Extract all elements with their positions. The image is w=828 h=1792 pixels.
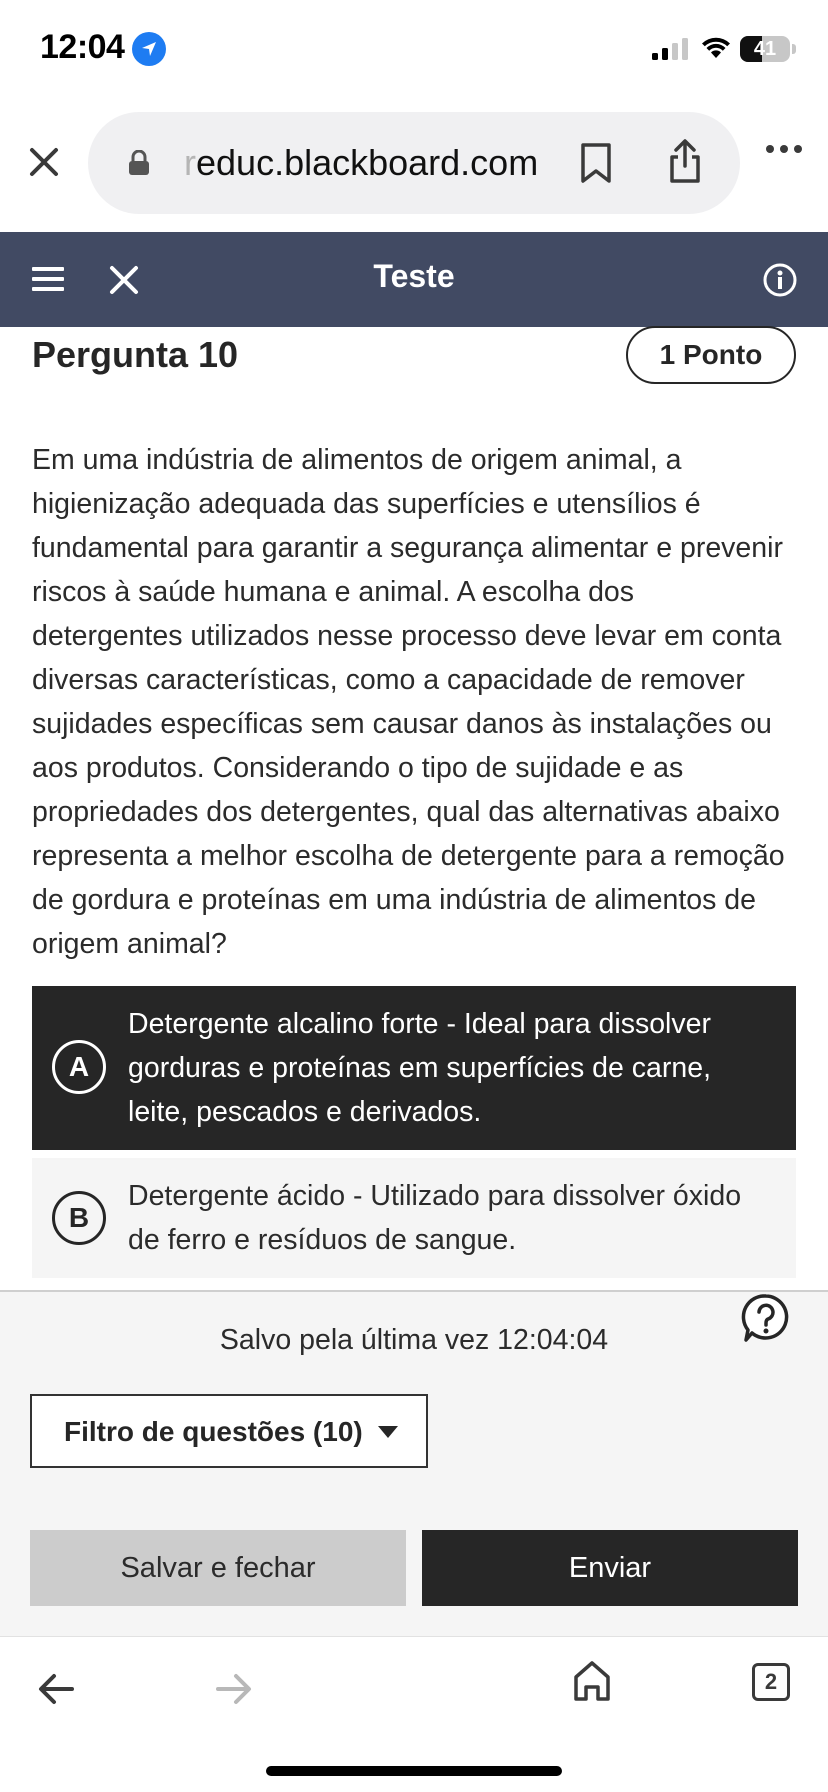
signal-icon	[652, 38, 690, 65]
option-text: Detergente ácido - Utilizado para dissolver óxido de ferro e resíduos de sangue.	[128, 1180, 742, 1256]
info-icon[interactable]	[762, 262, 798, 303]
bookmark-icon[interactable]	[578, 142, 614, 189]
option-letter: B	[52, 1191, 106, 1245]
home-indicator	[266, 1766, 562, 1776]
option-text: Detergente alcalino forte - Ideal para dissolver gorduras e proteínas em superfícies de carne, leite, pescados e derivados.	[128, 1008, 711, 1128]
question-text: Em uma indústria de alimentos de origem animal, a higienização adequada das superfícies e utensílios é fundamental para garantir a segurança alimentar e prevenir riscos à saúde humana e animal. A escolha dos detergentes utilizados nesse processo deve levar em conta diversas características, como a capacidade de remover sujidades específicas sem causar danos às instalações ou aos produtos. Considerando o tipo de sujidade e as propriedades dos detergentes, qual das alternativas abaixo representa a melhor escolha de detergente para a remoção de gordura e proteínas em uma indústria de alimentos de origem animal?	[32, 444, 785, 960]
option-letter: A	[52, 1040, 106, 1094]
status-bar	[0, 0, 828, 100]
forward-arrow-icon[interactable]	[214, 1671, 254, 1712]
more-icon[interactable]	[764, 142, 804, 160]
saved-status: Salvo pela última vez 12:04:04	[219, 1324, 609, 1356]
tabs-icon[interactable]: 2	[752, 1663, 790, 1701]
share-icon[interactable]	[666, 138, 704, 189]
page-title: Teste	[373, 258, 455, 294]
submit-button[interactable]: Enviar	[422, 1530, 798, 1606]
close-icon[interactable]	[24, 142, 64, 182]
save-and-close-button[interactable]: Salvar e fechar	[30, 1530, 406, 1606]
back-arrow-icon[interactable]	[36, 1671, 76, 1712]
battery-level: 41	[753, 38, 777, 60]
answer-option-a[interactable]	[32, 986, 796, 1150]
points-badge: 1 Ponto	[626, 326, 796, 384]
browser-bar	[0, 100, 828, 232]
app-header	[0, 232, 828, 327]
status-time: 12:04	[40, 28, 125, 66]
question-filter-select[interactable]	[30, 1394, 428, 1468]
battery-icon	[740, 36, 790, 62]
wifi-icon	[700, 34, 732, 65]
answer-option-b[interactable]	[32, 1158, 796, 1278]
filter-label: Filtro de questões (10)	[64, 1416, 363, 1447]
address-bar[interactable]	[88, 112, 740, 214]
lock-icon	[128, 150, 150, 181]
chevron-down-icon	[378, 1426, 398, 1438]
url-text: reduc.blackboard.com	[184, 142, 539, 183]
location-icon	[132, 32, 166, 66]
question-title: Pergunta 10	[32, 334, 239, 375]
home-icon[interactable]	[572, 1659, 612, 1708]
footer-panel	[0, 1290, 828, 1636]
